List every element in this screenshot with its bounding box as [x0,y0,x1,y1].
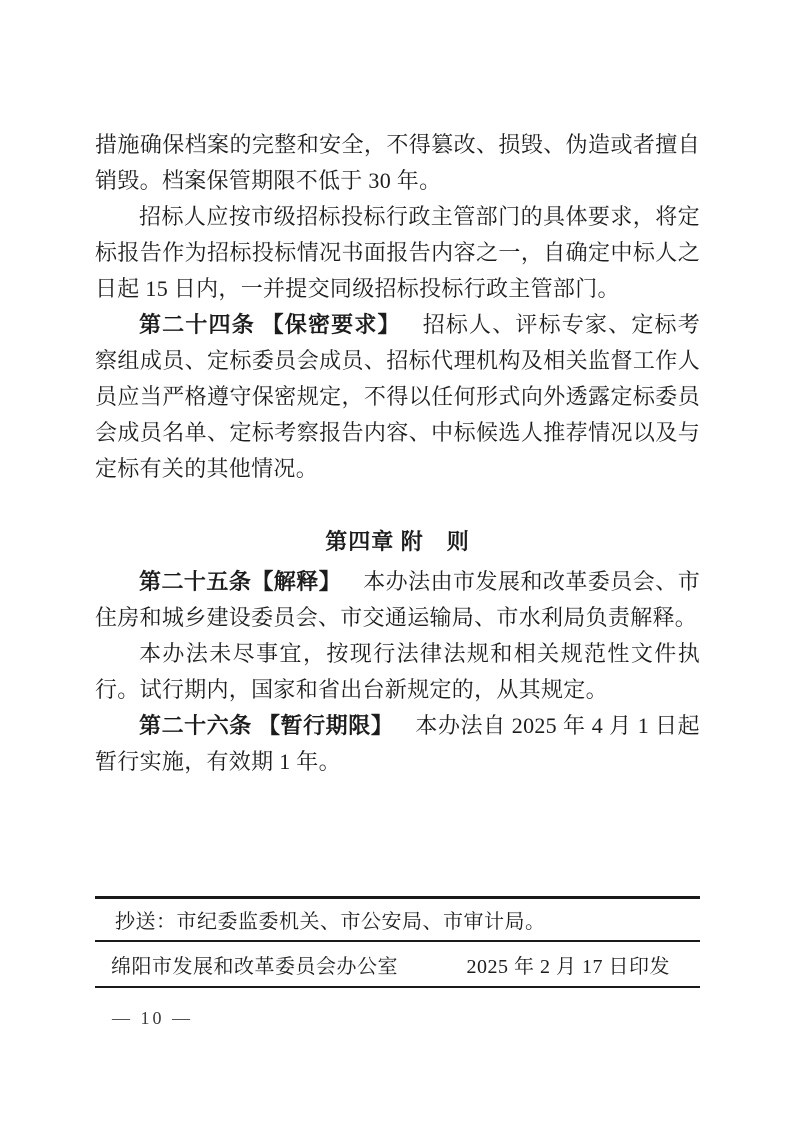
cc-row [95,899,700,942]
issue-row [95,942,700,988]
chapter-heading: 第四章 附 则 [325,529,470,554]
document-body [95,127,700,780]
paragraph [95,199,700,307]
paragraph-article-25 [95,564,700,636]
article-label: 第二十五条【解释】 [139,569,342,594]
article-label: 第二十四条 【保密要求】 [139,312,401,337]
cc-line: 抄送：市纪委监委机关、市公安局、市审计局。 [115,911,546,933]
paragraph-text: 招标人、评标专家、定标考察组成员、定标委员会成员、招标代理机构及相关监督工作人员应当严格遵守保密规定，不得以任何形式向外透露定标委员会成员名单、定标考察报告内容、中标候选人推荐情况以及与定标有关的其他情况。 [95,312,700,481]
paragraph-text: 本办法由市发展和改革委员会、市住房和城乡建设委员会、市交通运输局、市水利局负责解释。 [95,569,700,630]
paragraph-text: 招标人应按市级招标投标行政主管部门的具体要求，将定标报告作为招标投标情况书面报告内容之一，自确定中标人之日起 15 日内，一并提交同级招标投标行政主管部门。 [95,204,700,301]
paragraph [95,636,700,708]
page-number: — 10 — [112,1008,193,1028]
paragraph-text: 本办法自 2025 年 4 月 1 日起暂行实施，有效期 1 年。 [95,713,700,774]
paragraph [95,127,700,199]
paragraph-article-24 [95,307,700,487]
article-label: 第二十六条 【暂行期限】 [139,713,394,738]
issuer: 绵阳市发展和改革委员会办公室 [111,955,398,978]
paragraph-text: 本办法未尽事宜，按现行法律法规和相关规范性文件执行。试行期内，国家和省出台新规定的，从其规定。 [95,641,700,702]
paragraph-text: 措施确保档案的完整和安全，不得篡改、损毁、伪造或者擅自销毁。档案保管期限不低于 30 年。 [95,132,700,193]
document-footer [95,896,700,988]
print-date: 2025 年 2 月 17 日印发 [466,955,670,978]
paragraph-article-26 [95,708,700,780]
